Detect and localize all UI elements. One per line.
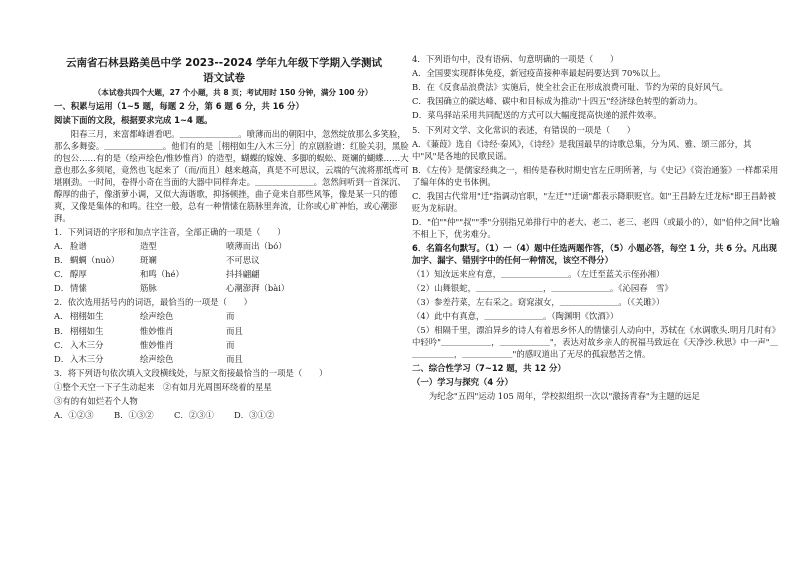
question-6-item-5: （5）相隔千里，漂泊异乡的诗人有着思乡怀人的情愫引人动向中，苏轼在《水调歌头.明月几时有》中轻吟"＿＿＿＿＿＿，＿＿＿＿＿＿"，表达对故乡亲人的祝福马致远在《天净沙.秋思》中一声"＿＿＿＿＿＿，＿＿＿＿＿＿"的感叹道出了无尽的孤寂愁苦之情。 <box>412 325 781 360</box>
question-1-option-a: A． 脸谱 造型 喷薄而出（bó） <box>54 240 287 251</box>
question-3-option-a: A．①②③ <box>54 410 94 421</box>
question-4-option-c: C．我国确立的碳达峰、碳中和目标成为推动"十四五"经济绿色转型的新动力。 <box>412 96 703 107</box>
question-5-stem: 5．下列对文学、文化常识的表述，有错误的一项是（ ） <box>412 124 636 135</box>
section-1-heading: 一、积累与运用（1~5 题，每题 2 分，第 6 题 6 分，共 16 分） <box>54 100 304 111</box>
question-4-option-d: D．菜鸟驿站采用共同配送的方式可以大幅度提高快递的派件效率。 <box>412 110 662 121</box>
question-5-option-b: B．《左传》是儒家经典之一，相传是春秋时期史官左丘明所著，与《史记》《资治通鉴》一样都采用了编年体的史书体例。 <box>412 164 779 187</box>
question-3-option-d: D．③①② <box>234 410 275 421</box>
question-5-option-a: A．《蒹葭》选自《诗经·秦风》，《诗经》是我国最早的诗歌总集，分为风、雅、颂三部分，其中"风"是各地的民歌民谣。 <box>412 138 752 161</box>
question-2-stem: 2．依次选用括号内的词语，最恰当的一项是（ ） <box>54 297 252 308</box>
exam-title-block <box>44 56 404 86</box>
question-5-option-d: D．"伯""仲""叔""季"分别指兄弟排行中的老大、老二、老三、老四（或最小的），如"伯仲之间"比喻不相上下，优劣难分。 <box>412 216 780 239</box>
reading-passage: 阳春三月，来富都峰谱看吧。＿＿＿＿＿＿＿。喷薄而出的朝阳中，忽然绽放那么多笑脸，那么多舞姿。＿＿＿＿＿＿＿。他们有的是［栩栩如生/入木三分］的京剧脸谱：红脸关羽，黑脸的包公……有的是（绘声绘色/惟妙惟肖）的造型，蝴蝶的嫁娩、多脚的蜈蚣、斑斓的蝴蝶……大意也那么多须尾，竟然也飞起来了（而/而且）越来越高，真是不可思议，云端的气流将那纸鸢可堪刚劲。一时间，卷得小奇在当面的大器中同样奔走。＿＿＿＿＿＿＿。忽然间听到一首深沉、醇厚的曲子，像浙萝小调，又似大海谐歌，抑扬顿挫，曲子竟来自那些风筝，像是某一只的德爽，又像是集体的和鸣。往空一般，总有一种情愫在筋脉里奔流，让你或心旷神怡，或心潮澎湃。 <box>54 129 409 223</box>
question-3-option-b: B．①③② <box>114 410 154 421</box>
section-2-heading: 二、综合性学习（7~12 题，共 12 分） <box>412 363 566 374</box>
question-6-item-2: （2）山舞银蛇，＿＿＿＿＿＿＿＿，＿＿＿＿＿＿＿。《沁园春 雪》 <box>412 282 673 293</box>
question-3-option-c: C．②③① <box>174 410 214 421</box>
question-3-line-1: ①整个天空一下子生动起来 ②有如月光周围环绕着的星星 <box>54 381 272 392</box>
question-1-option-b: B． 蜩蜩（nuò） 斑斓 不可思议 <box>54 254 260 265</box>
subsection-1-heading: （一）学习与探究（4 分） <box>412 377 513 388</box>
question-5-option-c: C．我国古代常用"迁"指调动官职，"左迁""迁谪"都表示降职贬官。如"王昌龄左迁龙标"即王昌龄被贬为龙标尉。 <box>412 190 776 213</box>
question-4-stem: 4．下列语句中，没有语病、句意明确的一项是（ ） <box>412 54 619 64</box>
question-6-item-4: （4）此中有真意，＿＿＿＿＿＿＿。（陶渊明《饮酒》） <box>412 311 619 322</box>
question-2-option-b: B． 栩栩如生 惟妙惟肖 而且 <box>54 325 243 336</box>
question-2-option-d: D． 入木三分 绘声绘色 而且 <box>54 353 243 364</box>
question-2-option-c: C． 入木三分 惟妙惟肖 而 <box>54 339 235 350</box>
question-6-stem: 6．名篇名句默写。（1）一（4）题中任选两题作答，（5）小题必答，每空 1 分，共 6 分。凡出现加字、漏字、错别字中的任何一种情况，该空不得分） <box>412 242 777 265</box>
question-4-option-b: B．在《反食品浪费法》实施后，使全社会正在形成浪费可耻、节约为荣的良好风气。 <box>412 82 729 93</box>
question-4-option-a: A．全国要实现群体免疫，新冠疫苗接种率最起码要达到 70%以上。 <box>412 68 666 79</box>
left-column <box>54 88 412 424</box>
reading-intro: 阅读下面的文段，根据要求完成 1~4 题。 <box>54 115 213 126</box>
question-2-option-a: A． 栩栩如生 绘声绘色 而 <box>54 311 235 322</box>
question-3-options <box>54 410 412 422</box>
exam-note: （本试卷共四个大题，27 个小题，共 8 页；考试用时 150 分钟，满分 100 分） <box>93 88 373 97</box>
question-3-line-2: ③有的有如烂若个人物 <box>54 396 138 407</box>
exam-title: 云南省石林县路美邑中学 2023--2024 学年九年级下学期入学测试 <box>66 57 382 69</box>
question-1-stem: 1．下列词语的字形和加点字注音，全部正确的一项是（ ） <box>54 226 286 237</box>
right-column <box>412 54 782 406</box>
question-3-stem: 3．将下列语句依次填入文段横线处，与原文衔接最恰当的一项是（ ） <box>54 367 328 378</box>
question-1-option-d: D． 情愫 筋脉 心潮澎湃（bài） <box>54 283 290 294</box>
question-6-item-1: （1）知汝远来应有意，＿＿＿＿＿＿＿＿。（左迁至蓝关示侄孙湘） <box>412 268 665 279</box>
question-1-option-c: C． 醇厚 和鸣（hé） 抖抖翩翩 <box>54 269 260 280</box>
exam-subtitle: 语文试卷 <box>203 72 245 85</box>
question-6-item-3: （3）参差荇菜，左右采之。窈窕淑女，＿＿＿＿＿＿＿。（《关雎》） <box>412 297 665 308</box>
section-2-intro: 为纪念"五四"运动 105 周年，学校拟组织一次以"激扬青春"为主题的远足 <box>428 391 701 402</box>
